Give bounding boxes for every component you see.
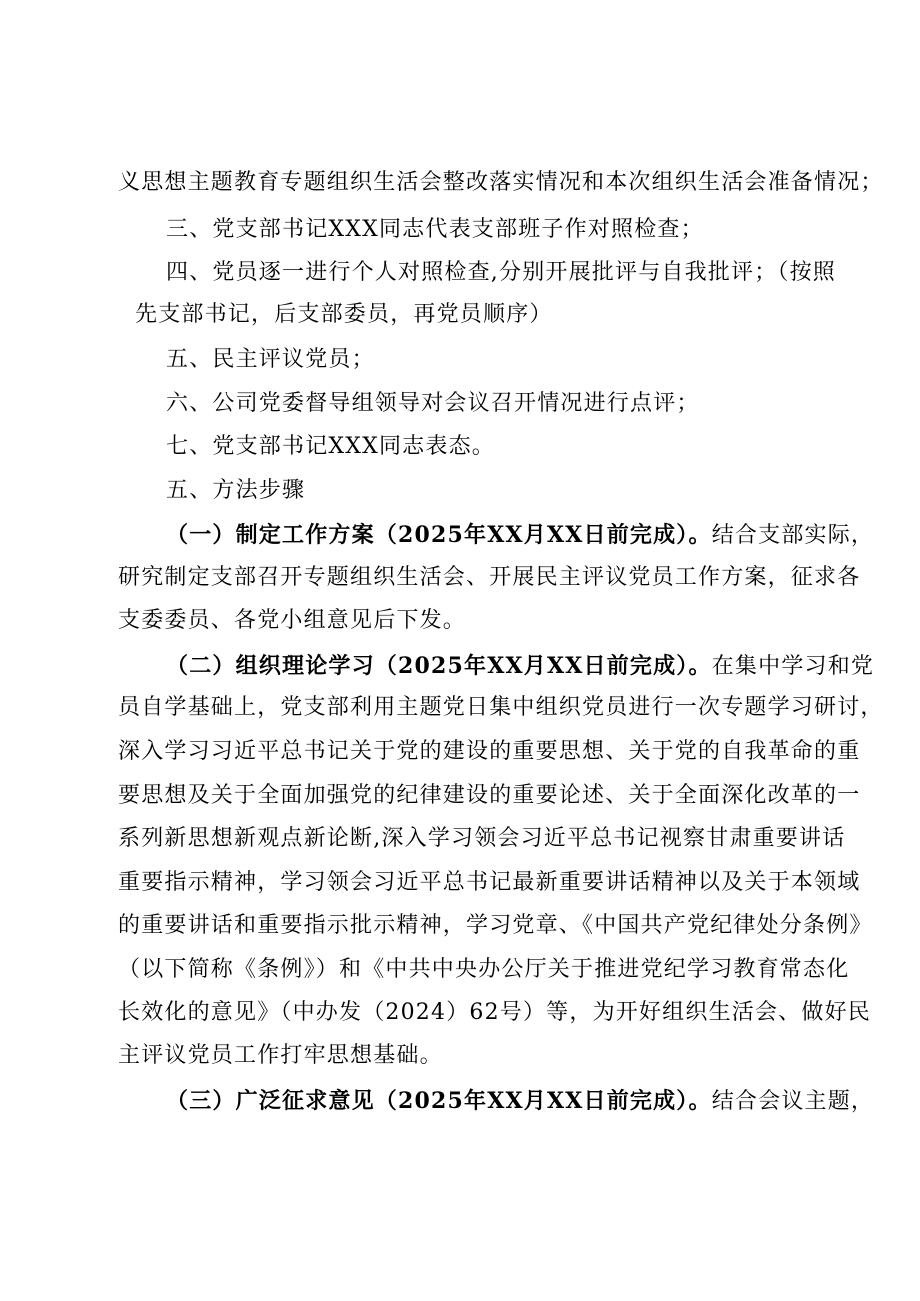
- step-2-body-line: （以下简称《条例》）和《中共中央办公厅关于推进党纪学习教育常态化: [118, 957, 850, 982]
- step-2-body-line: 员自学基础上，党支部利用主题党日集中组织党员进行一次专题学习研讨，: [118, 695, 884, 720]
- step-2-heading: （二）组织理论学习（2025年XX月XX日前完成）。: [166, 653, 712, 679]
- step-2-line: [166, 651, 874, 682]
- agenda-item-5: 五、民主评议党员；: [166, 347, 375, 372]
- step-1-body-line: 支委委员、各党小组意见后下发。: [118, 608, 467, 633]
- agenda-item-6: 六、公司党委督导组领导对会议召开情况进行点评；: [166, 391, 700, 416]
- step-1-heading: （一）制定工作方案（2025年XX月XX日前完成）。: [166, 522, 712, 548]
- step-1-text: 结合支部实际，: [711, 523, 875, 548]
- step-2-text: 在集中学习和党: [711, 654, 875, 679]
- step-3-line: [166, 1086, 874, 1117]
- step-1-line: [166, 520, 874, 551]
- step-1-body-line: 研究制定支部召开专题组织生活会、开展民主评议党员工作方案，征求各: [118, 565, 861, 590]
- step-2-body-line: 长效化的意见》（中办发（2024）62号）等，为开好组织生活会、做好民: [118, 1000, 871, 1025]
- step-2-body-line: 深入学习习近平总书记关于党的建设的重要思想、关于党的自我革命的重: [118, 739, 861, 764]
- agenda-continuation-line: 义思想主题教育专题组织生活会整改落实情况和本次组织生活会准备情况；: [118, 170, 884, 195]
- agenda-item-4-continued: 先支部书记，后支部委员，再党员顺序）: [135, 302, 553, 327]
- step-2-body-line: 系列新思想新观点新论断,深入学习领会习近平总书记视察甘肃重要讲话: [118, 826, 846, 851]
- step-3-heading: （三）广泛征求意见（2025年XX月XX日前完成）。: [166, 1088, 712, 1114]
- step-2-body-line: 的重要讲话和重要指示批示精神，学习党章、《中国共产党纪律处分条例》: [118, 913, 873, 938]
- agenda-item-4: 四、党员逐一进行个人对照检查,分别开展批评与自我批评；（按照: [166, 260, 836, 285]
- step-2-body-line: 重要指示精神，学习领会习近平总书记最新重要讲话精神以及关于本领域: [118, 870, 861, 895]
- agenda-item-7: 七、党支部书记XXX同志表态。: [166, 434, 495, 459]
- step-2-body-line: 要思想及关于全面加强党的纪律建设的重要论述、关于全面深化改革的一: [118, 783, 861, 808]
- section-heading-method-steps: 五、方法步骤: [166, 478, 306, 503]
- step-3-text: 结合会议主题，: [711, 1089, 875, 1114]
- agenda-item-3: 三、党支部书记XXX同志代表支部班子作对照检查；: [166, 217, 704, 242]
- step-2-body-line: 主评议党员工作打牢思想基础。: [118, 1043, 443, 1068]
